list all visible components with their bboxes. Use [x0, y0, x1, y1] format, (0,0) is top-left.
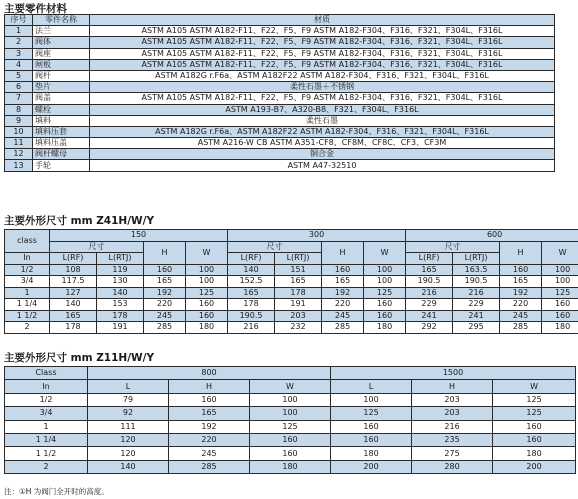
value-cell: 245: [169, 447, 250, 460]
value-cell: 216: [412, 420, 493, 433]
table-row: [5, 310, 578, 322]
w-header: W: [186, 241, 228, 264]
value-cell: 220: [322, 299, 364, 311]
value-cell: 165: [169, 407, 250, 420]
size-cell: 3/4: [5, 407, 88, 420]
value-cell: 125: [542, 287, 578, 299]
value-cell: 165: [406, 264, 453, 276]
value-cell: 140: [228, 264, 275, 276]
size-cell: 1/2: [5, 264, 50, 276]
dim-header: W: [250, 380, 331, 393]
value-cell: 216: [406, 287, 453, 299]
class-label: Class: [5, 367, 88, 380]
material-spec: ASTM A216-W CB ASTM A351-CF8、CF8M、CF8C、CF3、CF3M: [90, 138, 555, 149]
z41-dimensions-table: [4, 229, 578, 334]
table-row: [5, 264, 578, 276]
material-no: 10: [5, 126, 33, 137]
material-row: [5, 59, 555, 70]
value-cell: 191: [97, 322, 144, 334]
h-header: H: [322, 241, 364, 264]
l-rf-header: L(RF): [228, 253, 275, 265]
z11-title: 主要外形尺寸 mm Z11H/W/Y: [4, 352, 155, 364]
dim-header: H: [169, 380, 250, 393]
material-no: 5: [5, 70, 33, 81]
h-header: H: [144, 241, 186, 264]
value-cell: 100: [542, 276, 578, 288]
value-cell: 117.5: [50, 276, 97, 288]
value-cell: 180: [186, 322, 228, 334]
value-cell: 125: [331, 407, 412, 420]
material-spec: ASTM A105 ASTM A182-F11、F22、F5、F9 ASTM A182-F304、F316、F321、F304L、F316L: [90, 59, 555, 70]
size-cell: 1 1/2: [5, 310, 50, 322]
value-cell: 190.5: [228, 310, 275, 322]
value-cell: 203: [275, 310, 322, 322]
table-row: [5, 322, 578, 334]
value-cell: 165: [275, 276, 322, 288]
material-row: [5, 26, 555, 37]
value-cell: 160: [169, 393, 250, 406]
value-cell: 100: [186, 264, 228, 276]
value-cell: 178: [50, 322, 97, 334]
value-cell: 245: [322, 310, 364, 322]
material-no: 3: [5, 48, 33, 59]
value-cell: 220: [169, 433, 250, 446]
value-cell: 229: [406, 299, 453, 311]
value-cell: 245: [500, 310, 542, 322]
class-header: 150: [50, 230, 228, 242]
material-spec: 铜合金: [90, 149, 555, 160]
value-cell: 100: [331, 393, 412, 406]
z41-title: 主要外形尺寸 mm Z41H/W/Y: [4, 215, 155, 227]
material-row: [5, 70, 555, 81]
value-cell: 160: [331, 420, 412, 433]
material-no: 11: [5, 138, 33, 149]
value-cell: 153: [97, 299, 144, 311]
class-header: 600: [406, 230, 578, 242]
value-cell: 241: [453, 310, 500, 322]
material-part-name: 阀杆: [33, 70, 90, 81]
materials-title: 主要零件材料: [4, 3, 67, 15]
l-rtj-header: L(RTJ): [97, 253, 144, 265]
material-part-name: 垫片: [33, 82, 90, 93]
value-cell: 100: [364, 276, 406, 288]
value-cell: 200: [493, 460, 576, 473]
value-cell: 180: [364, 322, 406, 334]
material-no: 13: [5, 160, 33, 171]
w-header: W: [542, 241, 578, 264]
dim-header: W: [493, 380, 576, 393]
value-cell: 125: [250, 420, 331, 433]
value-cell: 160: [493, 433, 576, 446]
table-row: [5, 460, 576, 473]
value-cell: 160: [250, 447, 331, 460]
value-cell: 165: [144, 276, 186, 288]
value-cell: 285: [322, 322, 364, 334]
material-row: [5, 93, 555, 104]
value-cell: 111: [88, 420, 169, 433]
table-row: [5, 407, 576, 420]
value-cell: 165: [228, 287, 275, 299]
value-cell: 160: [322, 264, 364, 276]
value-cell: 160: [250, 433, 331, 446]
size-cell: 1/2: [5, 393, 88, 406]
value-cell: 160: [364, 310, 406, 322]
material-row: [5, 149, 555, 160]
value-cell: 160: [542, 310, 578, 322]
value-cell: 229: [453, 299, 500, 311]
table-row: [5, 447, 576, 460]
z41-size-row: [5, 241, 578, 253]
material-spec: ASTM A193-B7、A320-B8、F321、F304L、F316L: [90, 104, 555, 115]
size-cell: 1 1/2: [5, 447, 88, 460]
value-cell: 165: [322, 276, 364, 288]
material-row: [5, 37, 555, 48]
value-cell: 190.5: [406, 276, 453, 288]
value-cell: 232: [275, 322, 322, 334]
material-row: [5, 115, 555, 126]
value-cell: 192: [144, 287, 186, 299]
value-cell: 160: [364, 299, 406, 311]
size-label: 尺寸: [228, 241, 322, 253]
table-row: [5, 433, 576, 446]
header-no: 序号: [5, 15, 33, 26]
value-cell: 165: [50, 310, 97, 322]
material-no: 8: [5, 104, 33, 115]
value-cell: 120: [88, 433, 169, 446]
value-cell: 178: [97, 310, 144, 322]
material-row: [5, 48, 555, 59]
l-rtj-header: L(RTJ): [453, 253, 500, 265]
value-cell: 285: [144, 322, 186, 334]
l-rf-header: L(RF): [50, 253, 97, 265]
material-row: [5, 104, 555, 115]
value-cell: 79: [88, 393, 169, 406]
materials-table: [4, 14, 555, 172]
value-cell: 216: [228, 322, 275, 334]
value-cell: 127: [50, 287, 97, 299]
value-cell: 160: [500, 264, 542, 276]
in-label: In: [5, 380, 88, 393]
value-cell: 160: [186, 310, 228, 322]
value-cell: 200: [331, 460, 412, 473]
value-cell: 178: [228, 299, 275, 311]
footnote: 注：①H 为阀门全开时的高度。: [4, 487, 109, 496]
material-row: [5, 126, 555, 137]
size-cell: 1: [5, 420, 88, 433]
material-row: [5, 160, 555, 171]
material-part-name: 阀盖: [33, 93, 90, 104]
value-cell: 120: [88, 447, 169, 460]
z41-sub-row: [5, 253, 578, 265]
z11-sub-row: [5, 380, 576, 393]
value-cell: 92: [88, 407, 169, 420]
value-cell: 125: [493, 407, 576, 420]
value-cell: 192: [322, 287, 364, 299]
table-row: [5, 420, 576, 433]
value-cell: 220: [144, 299, 186, 311]
value-cell: 203: [412, 393, 493, 406]
size-label: 尺寸: [406, 241, 500, 253]
table-row: [5, 299, 578, 311]
class-header: 1500: [331, 367, 576, 380]
class-header: 800: [88, 367, 331, 380]
material-no: 9: [5, 115, 33, 126]
w-header: W: [364, 241, 406, 264]
value-cell: 245: [144, 310, 186, 322]
material-no: 4: [5, 59, 33, 70]
material-part-name: 填料: [33, 115, 90, 126]
value-cell: 160: [542, 299, 578, 311]
header-material: 材质: [90, 15, 555, 26]
value-cell: 151: [275, 264, 322, 276]
l-rtj-header: L(RTJ): [275, 253, 322, 265]
value-cell: 203: [412, 407, 493, 420]
table-row: [5, 287, 578, 299]
value-cell: 180: [331, 447, 412, 460]
value-cell: 280: [412, 460, 493, 473]
material-spec: 柔性石墨: [90, 115, 555, 126]
value-cell: 285: [500, 322, 542, 334]
material-spec: 柔性石墨＋不锈钢: [90, 82, 555, 93]
value-cell: 220: [500, 299, 542, 311]
material-no: 2: [5, 37, 33, 48]
value-cell: 160: [144, 264, 186, 276]
header-part-name: 零件名称: [33, 15, 90, 26]
value-cell: 125: [493, 393, 576, 406]
dim-header: L: [88, 380, 169, 393]
material-part-name: 法兰: [33, 26, 90, 37]
value-cell: 140: [50, 299, 97, 311]
material-no: 1: [5, 26, 33, 37]
value-cell: 180: [542, 322, 578, 334]
size-cell: 3/4: [5, 276, 50, 288]
value-cell: 180: [250, 460, 331, 473]
value-cell: 275: [412, 447, 493, 460]
material-part-name: 螺栓: [33, 104, 90, 115]
value-cell: 160: [331, 433, 412, 446]
material-no: 12: [5, 149, 33, 160]
l-rf-header: L(RF): [406, 253, 453, 265]
material-part-name: 手轮: [33, 160, 90, 171]
value-cell: 192: [500, 287, 542, 299]
size-cell: 2: [5, 322, 50, 334]
class-header: 300: [228, 230, 406, 242]
material-part-name: 阀座: [33, 48, 90, 59]
value-cell: 125: [364, 287, 406, 299]
material-spec: ASTM A105 ASTM A182-F11、F22、F5、F9 ASTM A182-F304、F316、F321、F304L、F316L: [90, 37, 555, 48]
material-spec: ASTM A182G r.F6a、ASTM A182F22 ASTM A182-F304、F316、F321、F304L、F316L: [90, 126, 555, 137]
value-cell: 295: [453, 322, 500, 334]
value-cell: 191: [275, 299, 322, 311]
material-part-name: 填料压套: [33, 126, 90, 137]
z11-dimensions-table: [4, 366, 576, 474]
material-part-name: 填料压盖: [33, 138, 90, 149]
value-cell: 241: [406, 310, 453, 322]
value-cell: 119: [97, 264, 144, 276]
material-part-name: 阀杆螺母: [33, 149, 90, 160]
in-label: In: [5, 253, 50, 265]
h-header: H: [500, 241, 542, 264]
material-part-name: 阀体: [33, 37, 90, 48]
value-cell: 100: [250, 407, 331, 420]
material-spec: ASTM A47-32510: [90, 160, 555, 171]
value-cell: 192: [169, 420, 250, 433]
material-spec: ASTM A105 ASTM A182-F11、F22、F5、F9 ASTM A182-F304、F316、F321、F304L、F316L: [90, 48, 555, 59]
material-spec: ASTM A105 ASTM A182-F11、F22、F5、F9 ASTM A182-F304、F316、F321、F304L、F316L: [90, 93, 555, 104]
value-cell: 165: [500, 276, 542, 288]
material-row: [5, 138, 555, 149]
value-cell: 130: [97, 276, 144, 288]
value-cell: 285: [169, 460, 250, 473]
dim-header: H: [412, 380, 493, 393]
table-row: [5, 393, 576, 406]
z41-class-row: [5, 230, 578, 242]
value-cell: 100: [364, 264, 406, 276]
table-row: [5, 276, 578, 288]
material-row: [5, 82, 555, 93]
material-spec: ASTM A182G r.F6a、ASTM A182F22 ASTM A182-F304、F316、F321、F304L、F316L: [90, 70, 555, 81]
value-cell: 100: [250, 393, 331, 406]
value-cell: 190.5: [453, 276, 500, 288]
value-cell: 235: [412, 433, 493, 446]
material-spec: ASTM A105 ASTM A182-F11、F22、F5、F9 ASTM A182-F304、F316、F321、F304L、F316L: [90, 26, 555, 37]
value-cell: 292: [406, 322, 453, 334]
value-cell: 108: [50, 264, 97, 276]
material-no: 6: [5, 82, 33, 93]
size-cell: 1: [5, 287, 50, 299]
value-cell: 100: [186, 276, 228, 288]
value-cell: 178: [275, 287, 322, 299]
value-cell: 216: [453, 287, 500, 299]
value-cell: 140: [97, 287, 144, 299]
z11-class-row: [5, 367, 576, 380]
value-cell: 163.5: [453, 264, 500, 276]
class-label: class: [5, 230, 50, 253]
dim-header: L: [331, 380, 412, 393]
value-cell: 125: [186, 287, 228, 299]
size-label: 尺寸: [50, 241, 144, 253]
value-cell: 100: [542, 264, 578, 276]
size-cell: 1 1/4: [5, 433, 88, 446]
value-cell: 140: [88, 460, 169, 473]
value-cell: 160: [493, 420, 576, 433]
material-no: 7: [5, 93, 33, 104]
material-part-name: 闸板: [33, 59, 90, 70]
value-cell: 180: [493, 447, 576, 460]
value-cell: 152.5: [228, 276, 275, 288]
size-cell: 2: [5, 460, 88, 473]
size-cell: 1 1/4: [5, 299, 50, 311]
value-cell: 160: [186, 299, 228, 311]
